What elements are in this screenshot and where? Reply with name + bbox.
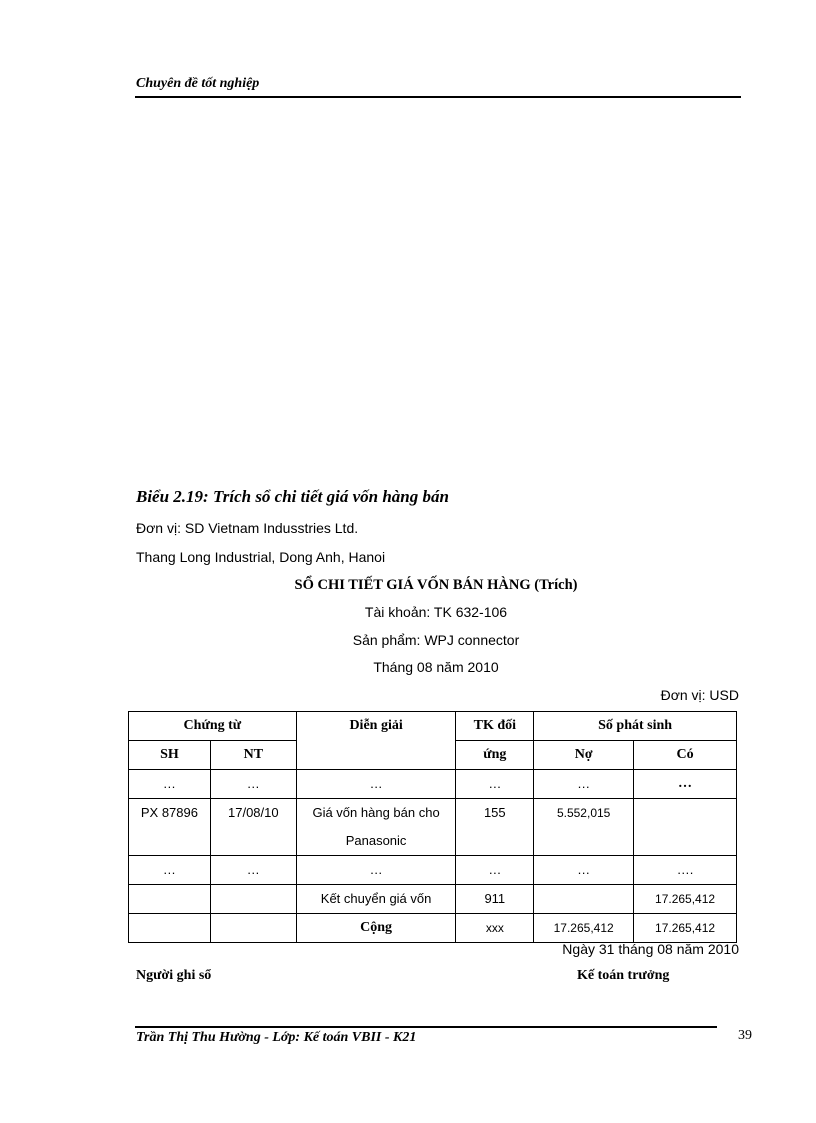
header-contra-account: TK đối [456, 712, 534, 741]
header-nt: NT [210, 741, 296, 770]
cell-tk: … [456, 856, 534, 885]
cell-nt: 17/08/10 [210, 799, 296, 856]
cell-credit: 17.265,412 [634, 914, 737, 943]
cell-sh: … [129, 856, 211, 885]
signature-recorder: Người ghi sổ [136, 968, 212, 983]
footer-divider [135, 1026, 717, 1028]
ledger-date: Ngày 31 tháng 08 năm 2010 [562, 941, 739, 957]
cell-tk: xxx [456, 914, 534, 943]
table-header-row [129, 712, 737, 741]
cell-desc: … [296, 856, 456, 885]
cell-desc-line-1: Giá vốn hàng bán cho [312, 805, 440, 820]
signature-chief-accountant: Kế toán trưởng [577, 968, 670, 983]
cell-debit: 17.265,412 [534, 914, 634, 943]
table-row [129, 856, 737, 885]
header-credit: Có [634, 741, 737, 770]
header-sh: SH [129, 741, 211, 770]
cell-debit [534, 885, 634, 914]
cell-sh [129, 885, 211, 914]
cell-sh: … [129, 770, 211, 799]
table-row [129, 799, 737, 856]
cell-desc: Kết chuyển giá vốn [296, 885, 456, 914]
cell-nt: … [210, 770, 296, 799]
figure-caption: Biểu 2.19: Trích sổ chi tiết giá vốn hàng bán [136, 487, 449, 506]
cell-sh: PX 87896 [129, 799, 211, 856]
ledger-currency: Đơn vị: USD [660, 687, 739, 703]
cell-credit: … [634, 770, 737, 799]
cell-tk: 911 [456, 885, 534, 914]
cell-credit: 17.265,412 [634, 885, 737, 914]
header-debit: Nợ [534, 741, 634, 770]
ledger-product: Sản phẩm: WPJ connector [352, 632, 520, 648]
table-total-row [129, 914, 737, 943]
ledger-title: SỔ CHI TIẾT GIÁ VỐN BÁN HÀNG (Trích) [294, 577, 578, 593]
ledger-period: Tháng 08 năm 2010 [373, 659, 499, 675]
cell-desc-line-2: Panasonic [345, 833, 407, 848]
cell-credit: …. [634, 856, 737, 885]
cell-sh [129, 914, 211, 943]
table-row [129, 770, 737, 799]
header-voucher: Chứng từ [129, 712, 297, 741]
company-address: Thang Long Industrial, Dong Anh, Hanoi [136, 549, 386, 565]
footer-author: Trần Thị Thu Hường - Lớp: Kế toán VBII - K21 [136, 1030, 417, 1045]
cell-nt [210, 885, 296, 914]
company-unit: Đơn vị: SD Vietnam Indusstries Ltd. [136, 520, 359, 536]
header-amount: Số phát sinh [534, 712, 737, 741]
cell-credit [634, 799, 737, 856]
cell-tk: 155 [456, 799, 534, 856]
cell-debit: … [534, 856, 634, 885]
table-row [129, 885, 737, 914]
ledger-account: Tài khoản: TK 632-106 [364, 604, 508, 620]
cell-desc [296, 799, 456, 856]
cell-desc: Cộng [296, 914, 456, 943]
cell-debit: 5.552,015 [534, 799, 634, 856]
header-divider [135, 96, 741, 98]
cell-debit: … [534, 770, 634, 799]
header-description: Diễn giải [296, 712, 456, 770]
header-contra-account-2: ứng [456, 741, 534, 770]
ledger-table [128, 711, 737, 943]
page-header-title: Chuyên đề tốt nghiệp [136, 76, 260, 91]
cell-nt: … [210, 856, 296, 885]
cell-tk: … [456, 770, 534, 799]
cell-desc: … [296, 770, 456, 799]
cell-nt [210, 914, 296, 943]
page-number: 39 [738, 1028, 752, 1043]
